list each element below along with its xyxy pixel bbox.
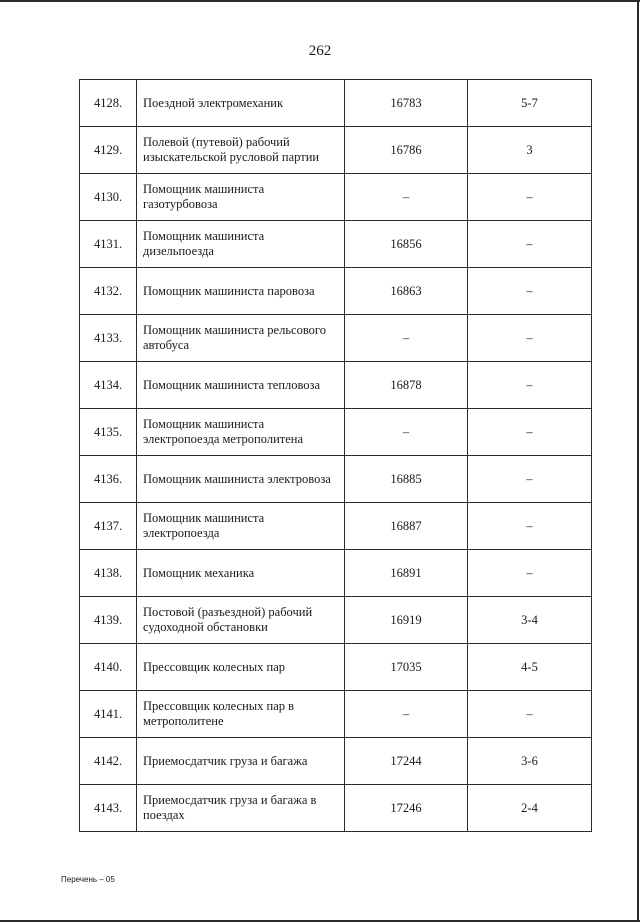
table-row bbox=[80, 127, 592, 174]
table-row bbox=[80, 362, 592, 409]
occupation-table bbox=[79, 79, 592, 832]
top-border-line bbox=[0, 0, 640, 2]
occupation-code-cell: 16863 bbox=[345, 268, 468, 315]
occupation-name-cell: Помощник машиниста газотурбовоза bbox=[137, 174, 345, 221]
occupation-name-cell: Помощник машиниста электропоезда метрополитена bbox=[137, 409, 345, 456]
occupation-code-cell: 16885 bbox=[345, 456, 468, 503]
table-row bbox=[80, 597, 592, 644]
row-number-cell: 4132. bbox=[80, 268, 137, 315]
row-number-cell: 4139. bbox=[80, 597, 137, 644]
grade-range-cell: – bbox=[468, 456, 592, 503]
grade-range-cell: – bbox=[468, 315, 592, 362]
row-number-cell: 4135. bbox=[80, 409, 137, 456]
page-number: 262 bbox=[308, 43, 332, 59]
occupation-name-cell: Помощник машиниста тепловоза bbox=[137, 362, 345, 409]
occupation-code-cell: 16856 bbox=[345, 221, 468, 268]
row-number-cell: 4143. bbox=[80, 785, 137, 832]
occupation-code-cell: – bbox=[345, 315, 468, 362]
table-row bbox=[80, 80, 592, 127]
occupation-name-cell: Помощник механика bbox=[137, 550, 345, 597]
table-row bbox=[80, 174, 592, 221]
grade-range-cell: 3 bbox=[468, 127, 592, 174]
grade-range-cell: 4-5 bbox=[468, 644, 592, 691]
grade-range-cell: – bbox=[468, 550, 592, 597]
row-number-cell: 4141. bbox=[80, 691, 137, 738]
occupation-name-cell: Приемосдатчик груза и багажа bbox=[137, 738, 345, 785]
occupation-code-cell: 16786 bbox=[345, 127, 468, 174]
row-number-cell: 4129. bbox=[80, 127, 137, 174]
occupation-table-body bbox=[80, 80, 592, 832]
table-row bbox=[80, 315, 592, 362]
occupation-name-cell: Постовой (разъездной) рабочий судоходной обстановки bbox=[137, 597, 345, 644]
grade-range-cell: – bbox=[468, 268, 592, 315]
grade-range-cell: 5-7 bbox=[468, 80, 592, 127]
row-number-cell: 4142. bbox=[80, 738, 137, 785]
occupation-name-cell: Помощник машиниста дизельпоезда bbox=[137, 221, 345, 268]
row-number-cell: 4138. bbox=[80, 550, 137, 597]
occupation-code-cell: – bbox=[345, 691, 468, 738]
occupation-code-cell: 17246 bbox=[345, 785, 468, 832]
occupation-name-cell: Поездной электромеханик bbox=[137, 80, 345, 127]
row-number-cell: 4128. bbox=[80, 80, 137, 127]
grade-range-cell: – bbox=[468, 409, 592, 456]
occupation-name-cell: Помощник машиниста электровоза bbox=[137, 456, 345, 503]
occupation-name-cell: Помощник машиниста паровоза bbox=[137, 268, 345, 315]
row-number-cell: 4130. bbox=[80, 174, 137, 221]
table-row bbox=[80, 691, 592, 738]
table-row bbox=[80, 409, 592, 456]
table-row bbox=[80, 785, 592, 832]
table-row bbox=[80, 644, 592, 691]
grade-range-cell: – bbox=[468, 691, 592, 738]
table-row bbox=[80, 550, 592, 597]
row-number-cell: 4134. bbox=[80, 362, 137, 409]
occupation-code-cell: – bbox=[345, 174, 468, 221]
occupation-name-cell: Помощник машиниста рельсового автобуса bbox=[137, 315, 345, 362]
occupation-code-cell: 16783 bbox=[345, 80, 468, 127]
table-row bbox=[80, 503, 592, 550]
right-border-line bbox=[637, 0, 639, 922]
occupation-name-cell: Полевой (путевой) рабочий изыскательской русловой партии bbox=[137, 127, 345, 174]
table-row bbox=[80, 268, 592, 315]
occupation-code-cell: 16891 bbox=[345, 550, 468, 597]
grade-range-cell: – bbox=[468, 503, 592, 550]
occupation-name-cell: Помощник машиниста электропоезда bbox=[137, 503, 345, 550]
occupation-name-cell: Приемосдатчик груза и багажа в поездах bbox=[137, 785, 345, 832]
occupation-code-cell: 16878 bbox=[345, 362, 468, 409]
row-number-cell: 4131. bbox=[80, 221, 137, 268]
occupation-code-cell: 17244 bbox=[345, 738, 468, 785]
occupation-code-cell: 16887 bbox=[345, 503, 468, 550]
table-row bbox=[80, 456, 592, 503]
grade-range-cell: 3-6 bbox=[468, 738, 592, 785]
grade-range-cell: 2-4 bbox=[468, 785, 592, 832]
grade-range-cell: – bbox=[468, 221, 592, 268]
footer-label: Перечень – 05 bbox=[61, 875, 115, 884]
occupation-code-cell: 16919 bbox=[345, 597, 468, 644]
table-row bbox=[80, 738, 592, 785]
table-row bbox=[80, 221, 592, 268]
row-number-cell: 4136. bbox=[80, 456, 137, 503]
occupation-code-cell: – bbox=[345, 409, 468, 456]
occupation-name-cell: Прессовщик колесных пар bbox=[137, 644, 345, 691]
row-number-cell: 4133. bbox=[80, 315, 137, 362]
grade-range-cell: – bbox=[468, 362, 592, 409]
occupation-code-cell: 17035 bbox=[345, 644, 468, 691]
row-number-cell: 4140. bbox=[80, 644, 137, 691]
occupation-name-cell: Прессовщик колесных пар в метрополитене bbox=[137, 691, 345, 738]
grade-range-cell: – bbox=[468, 174, 592, 221]
row-number-cell: 4137. bbox=[80, 503, 137, 550]
grade-range-cell: 3-4 bbox=[468, 597, 592, 644]
